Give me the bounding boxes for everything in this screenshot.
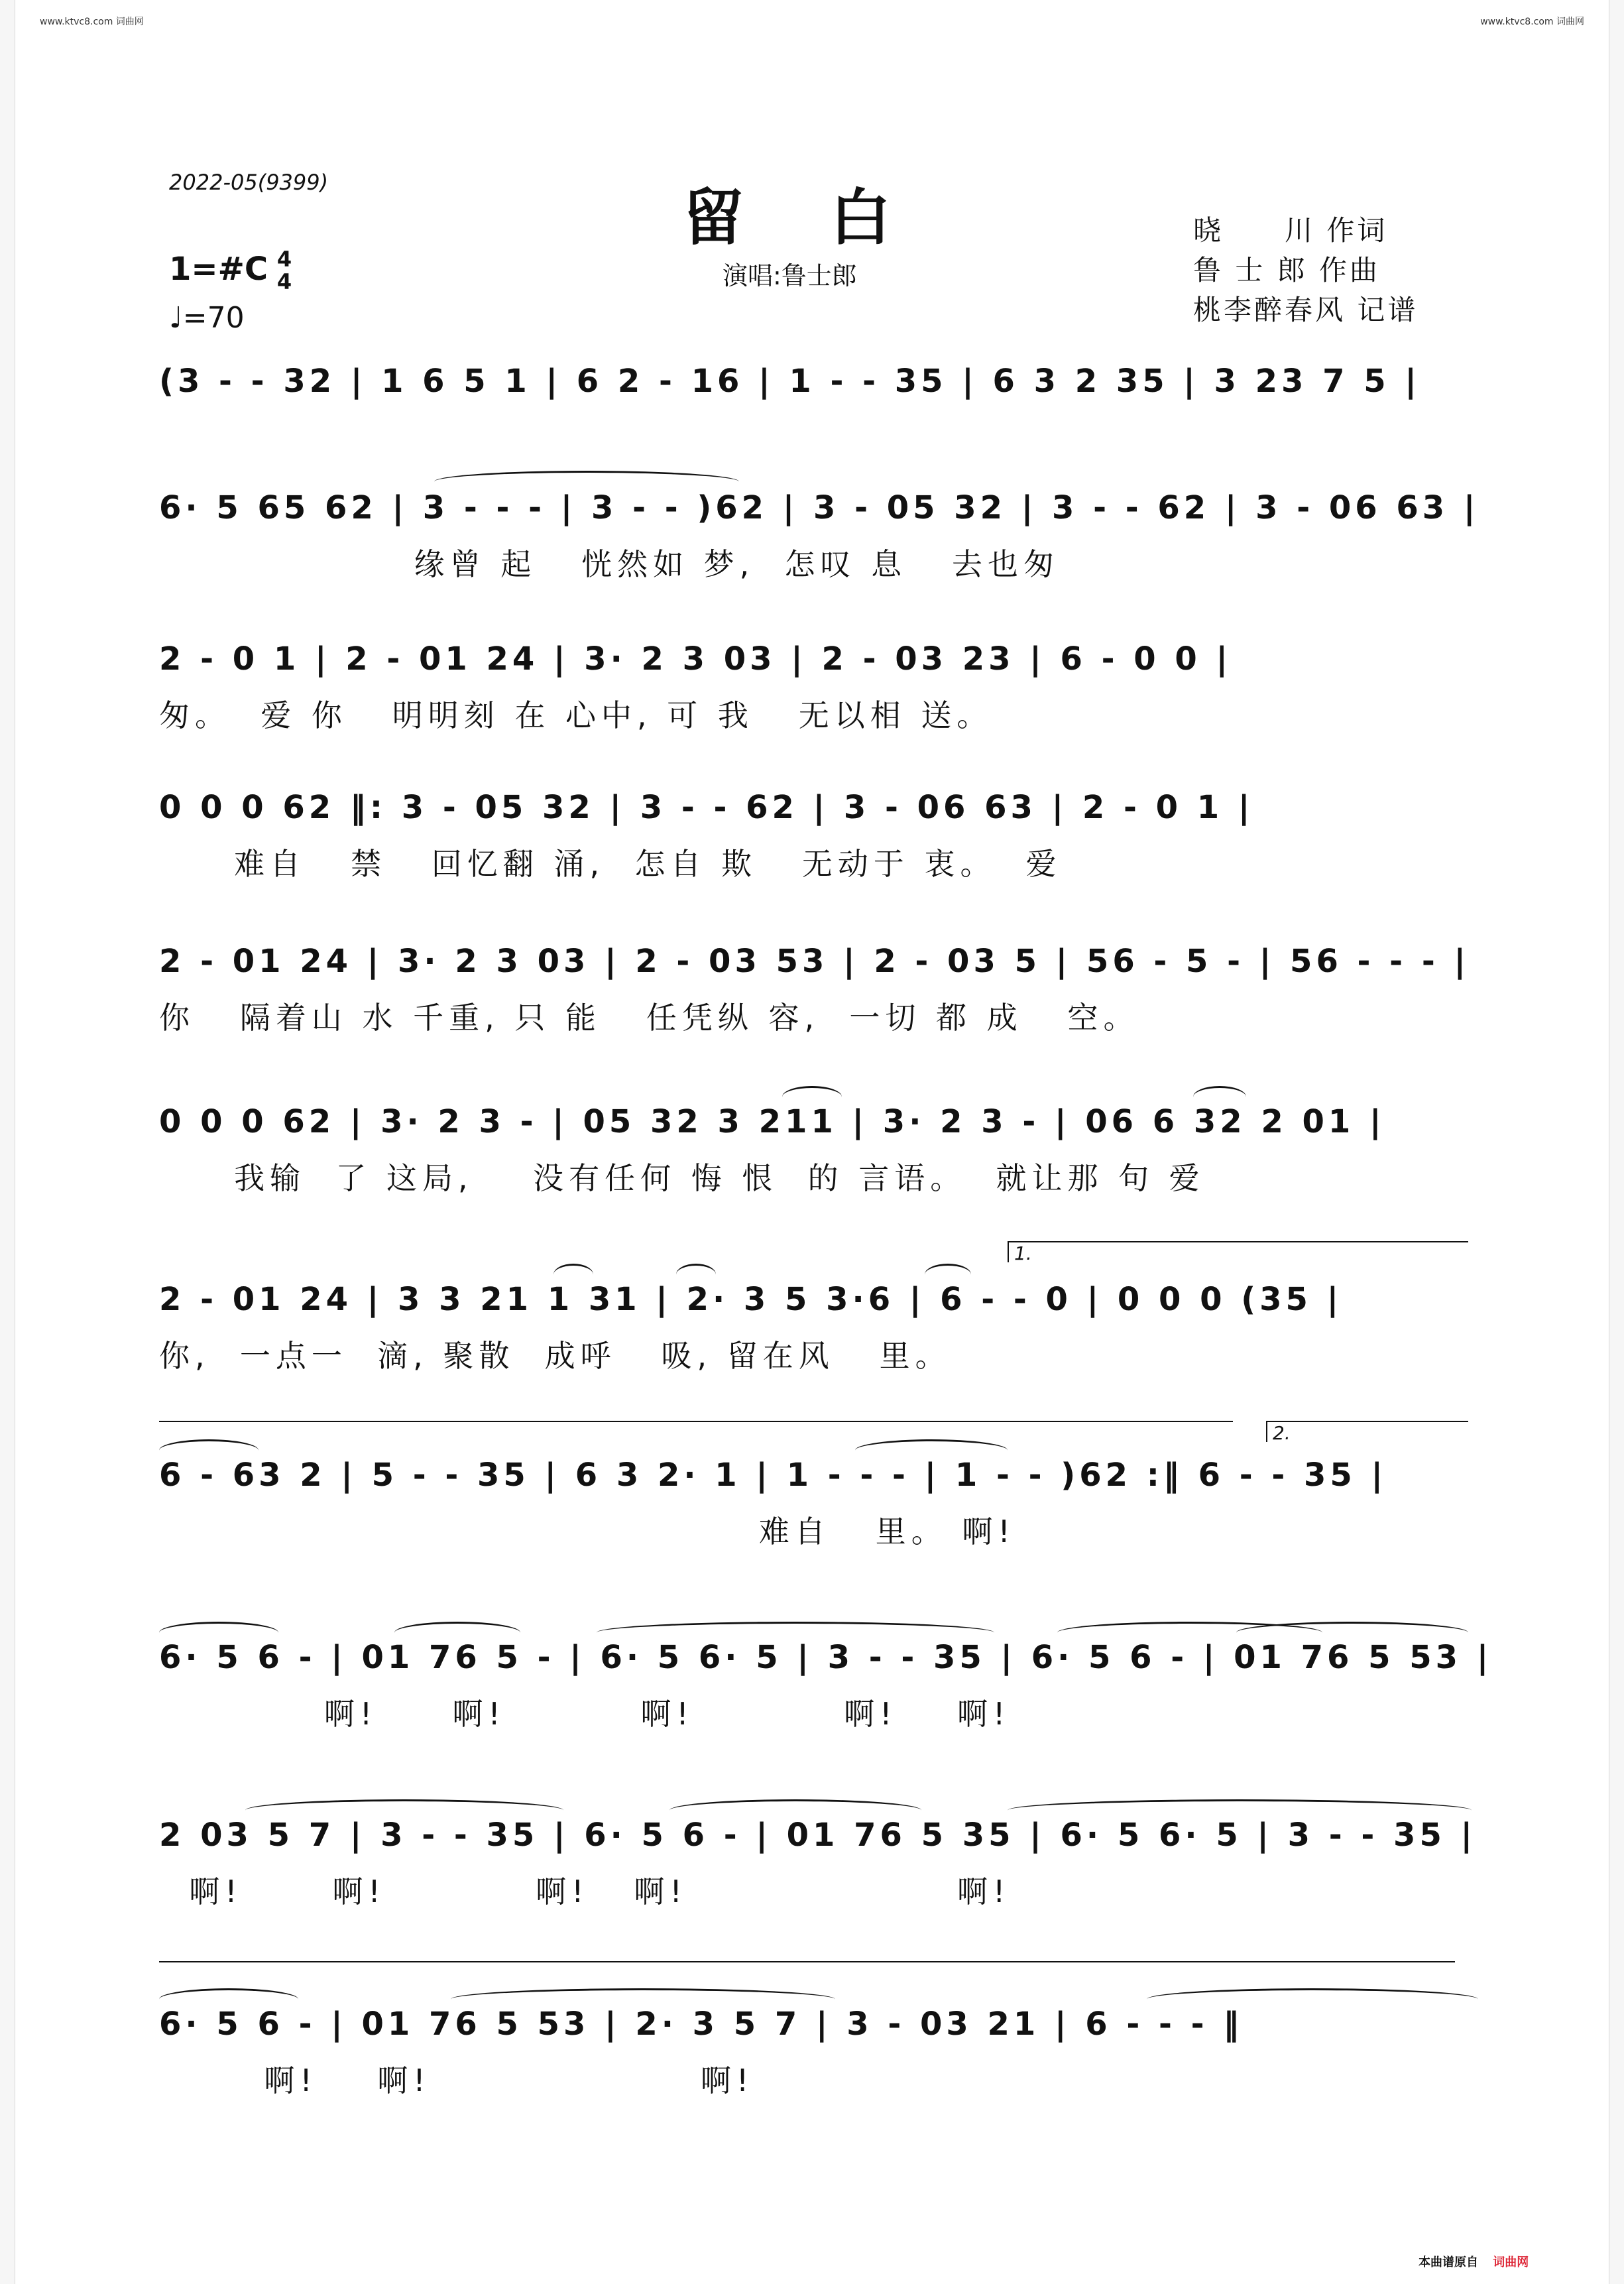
second-ending-rule — [1279, 1421, 1468, 1423]
serial-number: 2022-05(9399) — [169, 170, 329, 195]
score-system-2 — [159, 481, 1479, 614]
lyrics-line: 啊! 啊! 啊! 啊! 啊! — [159, 1874, 1011, 1909]
transcriber-credit: 桃李醉春风 记谱 — [1193, 294, 1419, 326]
first-ending-rule-continued — [159, 1421, 1233, 1423]
score-system-6 — [159, 1095, 1468, 1228]
lyrics-line: 缘曾 起 恍然如 梦, 怎叹 息 去也匆 — [159, 546, 1060, 582]
lyrics-line: 我输 了 这局, 没有任何 悔 恨 的 言语。 就让那 句 爱 — [159, 1160, 1205, 1196]
notation-line: 6· 5 6 - | 01 76 5 53 | 2· 3 5 7 | 3 - 03 21 | 6 - - - ‖ — [159, 2006, 1244, 2043]
score-system-10 — [159, 1809, 1477, 1941]
notation-line: 2 03 5 7 | 3 - - 35 | 6· 5 6 - | 01 76 5 35 | 6· 5 6· 5 | 3 - - 35 | — [159, 1817, 1477, 1854]
score-system-11 — [159, 1998, 1468, 2130]
lyrics-line: 啊! 啊! 啊! 啊! 啊! — [159, 1696, 1011, 1732]
lyrics-line — [159, 414, 1468, 461]
notation-line: 6· 5 6 - | 01 76 5 - | 6· 5 6· 5 | 3 - - 35 | 6· 5 6 - | 01 76 5 53 | — [159, 1639, 1493, 1676]
notation-line: (3 - - 32 | 1 6 5 1 | 6 2 - 16 | 1 - - 35 | 6 3 2 35 | 3 23 7 5 | — [159, 363, 1421, 400]
score-system-3 — [159, 632, 1468, 765]
score-system-1 — [159, 355, 1468, 487]
notation-line: 2 - 0 1 | 2 - 01 24 | 3· 2 3 03 | 2 - 03 23 | 6 - 0 0 | — [159, 640, 1232, 678]
lyrics-line: 啊! 啊! 啊! — [159, 2063, 754, 2098]
top-rule — [159, 1961, 1455, 1963]
first-ending-bracket: 1. — [1008, 1241, 1022, 1262]
key-signature: 1=#C — [169, 251, 268, 288]
score-system-9 — [159, 1631, 1493, 1764]
credits — [1193, 211, 1418, 330]
notation-line: 2 - 01 24 | 3 3 21 1 31 | 2· 3 5 3·6 | 6 - - 0 | 0 0 0 (35 | — [159, 1281, 1343, 1318]
footer-source — [1419, 2253, 1529, 2270]
watermark-left: www.ktvc8.com 词曲网 — [40, 17, 144, 27]
lyrics-line: 难自 里。 啊! — [159, 1514, 1015, 1549]
time-signature — [274, 248, 294, 293]
footer-left-text: 本曲谱原自 — [1419, 2255, 1478, 2269]
lyrics-line: 你 隔着山 水 千重, 只 能 任凭纵 容, 一切 都 成 空。 — [159, 1000, 1139, 1036]
lyrics-line: 难自 禁 回忆翻 涌, 怎自 欺 无动于 衷。 爱 — [159, 846, 1062, 882]
notation-line: 6 - 63 2 | 5 - - 35 | 6 3 2· 1 | 1 - - - | 1 - - )62 :‖ 6 - - 35 | — [159, 1457, 1387, 1494]
time-denominator: 4 — [276, 269, 292, 294]
first-ending-rule — [1014, 1241, 1468, 1243]
score-system-8 — [159, 1422, 1468, 1581]
time-numerator: 4 — [276, 247, 292, 272]
lyrics-line: 匆。 爱 你 明明刻 在 心中, 可 我 无以相 送。 — [159, 697, 993, 733]
score-system-7 — [159, 1242, 1468, 1406]
song-title: 留白 — [683, 182, 978, 253]
score-system-5 — [159, 935, 1468, 1067]
watermark-right: www.ktvc8.com 词曲网 — [1480, 17, 1584, 27]
notation-line: 0 0 0 62 ‖: 3 - 05 32 | 3 - - 62 | 3 - 06 63 | 2 - 0 1 | — [159, 789, 1254, 826]
notation-line: 6· 5 65 62 | 3 - - - | 3 - - )62 | 3 - 05 32 | 3 - - 62 | 3 - 06 63 | — [159, 489, 1479, 526]
score-system-4 — [159, 781, 1468, 914]
tempo-marking: ♩=70 — [169, 301, 245, 335]
notation-line: 2 - 01 24 | 3· 2 3 03 | 2 - 03 53 | 2 - 03 5 | 56 - 5 - | 56 - - - | — [159, 943, 1470, 980]
lyricist-credit: 晓 川 作词 — [1193, 214, 1388, 247]
second-ending-bracket: 2. — [1266, 1421, 1286, 1442]
notation-line: 0 0 0 62 | 3· 2 3 - | 05 32 3 211 | 3· 2 3 - | 06 6 32 2 01 | — [159, 1103, 1385, 1140]
footer-site-name: 词曲网 — [1493, 2255, 1529, 2269]
lyrics-line: 你, 一点一 滴, 聚散 成呼 吸, 留在风 里。 — [159, 1338, 951, 1374]
composer-credit: 鲁 士 郎 作曲 — [1193, 254, 1381, 286]
score-header — [0, 0, 1624, 345]
singer-credit: 演唱:鲁士郎 — [723, 261, 857, 290]
